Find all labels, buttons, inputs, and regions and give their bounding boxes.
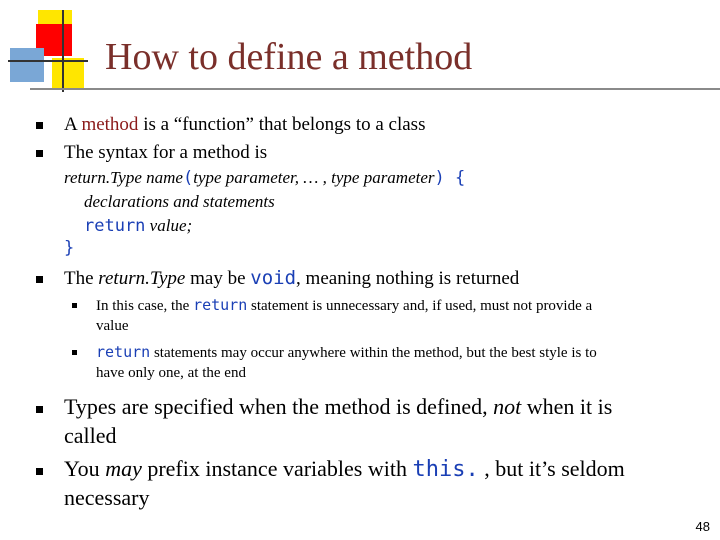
bullet-this-prefix (64, 456, 625, 482)
bullet-types-specified-cont: called (64, 423, 117, 448)
code-line-return (84, 216, 192, 236)
text: when it is (521, 394, 613, 419)
code-brace: { (444, 168, 466, 188)
code-line-signature (64, 168, 465, 188)
bullet-return-type (64, 267, 519, 290)
text: , meaning nothing is returned (296, 268, 520, 289)
return-keyword: return (84, 216, 146, 236)
logo-line-horizontal (8, 60, 88, 62)
bullet-this-prefix-cont: necessary (64, 485, 150, 510)
sub-bullet-marker (72, 303, 77, 308)
text: may be (185, 268, 251, 289)
code-text: , … , (294, 168, 332, 187)
sub-bullet-unnecessary-return-cont: value (96, 318, 129, 334)
text: You (64, 456, 106, 481)
logo-line-vertical (62, 10, 64, 92)
text: , but it’s seldom (478, 456, 625, 481)
text: prefix instance variables with (141, 456, 413, 481)
sub-bullet-return-style (96, 343, 597, 362)
code-line-close: } (64, 238, 75, 258)
this-keyword: this. (412, 457, 479, 482)
return-type-term: return.Type (98, 268, 186, 289)
slide-logo (8, 10, 88, 90)
code-text: type parameter (331, 168, 435, 187)
text: statements may occur anywhere within the method, but the best style is to (150, 345, 597, 361)
text: statement is unnecessary and, if used, must not provide a (247, 298, 593, 314)
code-text: return.Type name (64, 168, 183, 187)
code-text: type parameter (193, 168, 295, 187)
title-divider (30, 88, 720, 90)
text: is a “function” that belongs to a class (138, 114, 426, 135)
text: In this case, the (96, 298, 194, 314)
bullet-syntax: The syntax for a method is (64, 142, 268, 163)
emphasis-may: may (105, 456, 142, 481)
page-number: 48 (695, 519, 710, 534)
return-keyword: return (96, 343, 151, 361)
bullet-marker (36, 276, 43, 283)
code-text: value; (145, 216, 193, 235)
sub-bullet-return-style-cont: have only one, at the end (96, 365, 246, 381)
method-keyword: method (81, 114, 139, 135)
text: The (64, 268, 99, 289)
text: A (64, 114, 82, 135)
sub-bullet-unnecessary-return (96, 296, 592, 315)
void-keyword: void (250, 267, 297, 289)
code-paren: ) (434, 168, 445, 188)
bullet-marker (36, 150, 43, 157)
emphasis-not: not (493, 394, 522, 419)
bullet-marker (36, 468, 43, 475)
bullet-marker (36, 122, 43, 129)
logo-blue-square (10, 48, 44, 82)
return-keyword: return (193, 296, 248, 314)
sub-bullet-marker (72, 350, 77, 355)
bullet-marker (36, 406, 43, 413)
code-paren: ( (182, 168, 194, 188)
text: Types are specified when the method is defined, (64, 394, 494, 419)
slide-title: How to define a method (105, 36, 473, 78)
bullet-method-definition (64, 114, 425, 136)
logo-yellow-square-small (52, 58, 84, 88)
code-line-body: declarations and statements (84, 192, 275, 211)
bullet-types-specified (64, 394, 612, 420)
